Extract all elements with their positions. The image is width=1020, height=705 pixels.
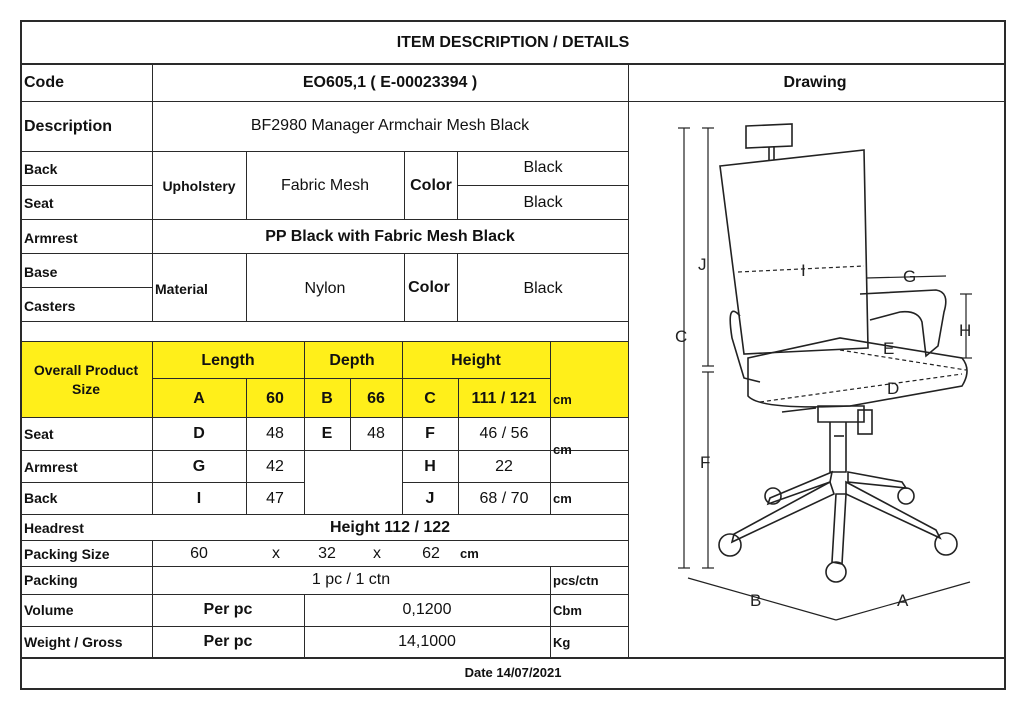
label-g: G <box>903 267 917 286</box>
dim-c-letter: C <box>424 390 436 407</box>
code-value: EO605,1 ( E-00023394 ) <box>302 74 478 91</box>
packing-size-label: Packing Size <box>24 546 110 562</box>
base-label: Base <box>24 264 58 280</box>
packing-length: 60 <box>190 545 208 562</box>
dim-d-letter: D <box>193 425 205 442</box>
dim-e-letter: E <box>321 425 333 442</box>
dim-i-value: 47 <box>266 490 284 507</box>
dim-a-letter: A <box>193 390 205 407</box>
length-header: Length <box>201 352 255 369</box>
dim-f-value: 46 / 56 <box>479 425 529 442</box>
packing-x2: x <box>373 545 381 562</box>
chair-drawing <box>640 110 995 630</box>
headrest-label: Headrest <box>24 520 84 536</box>
weight-unit: Kg <box>553 635 571 650</box>
sheet-title: ITEM DESCRIPTION / DETAILS <box>396 34 630 51</box>
back-color: Black <box>523 159 563 176</box>
backrest-shape <box>720 150 868 354</box>
volume-label: Volume <box>24 602 74 618</box>
headrest-value: Height 112 / 122 <box>329 519 451 536</box>
material-value: Nylon <box>304 280 346 297</box>
armrest-dims-label: Armrest <box>24 459 78 475</box>
packing-height: 62 <box>422 545 440 562</box>
volume-value: 0,1200 <box>402 601 452 618</box>
dim-f-letter: F <box>425 425 435 442</box>
label-e: E <box>883 339 895 358</box>
upholstery-color-label: Color <box>410 177 452 194</box>
overall-unit: cm <box>553 392 572 407</box>
description-label: Description <box>24 118 113 135</box>
seat-color: Black <box>523 194 563 211</box>
dim-j-letter: J <box>425 490 435 507</box>
armrest-label: Armrest <box>24 230 78 246</box>
dim-a-value: 60 <box>266 390 284 407</box>
dim-h-letter: H <box>424 458 436 475</box>
dim-g-value: 42 <box>266 458 284 475</box>
date: Date 14/07/2021 <box>464 665 562 680</box>
label-j: J <box>698 255 707 274</box>
back-label: Back <box>24 161 58 177</box>
weight-per: Per pc <box>203 633 253 650</box>
seat-dims-label: Seat <box>24 426 54 442</box>
dim-j-value: 68 / 70 <box>479 490 529 507</box>
packing-size-unit: cm <box>460 546 479 561</box>
label-d: D <box>887 379 900 398</box>
packing-width: 32 <box>318 545 336 562</box>
packing-x1: x <box>272 545 280 562</box>
material-label: Material <box>155 281 208 297</box>
dim-i-letter: I <box>196 490 202 507</box>
right-armrest <box>860 290 946 356</box>
code-label: Code <box>24 74 64 91</box>
dim-j-unit: cm <box>553 491 572 506</box>
description-value: BF2980 Manager Armchair Mesh Black <box>250 117 530 134</box>
volume-unit: Cbm <box>553 603 582 618</box>
armrest-value: PP Black with Fabric Mesh Black <box>265 228 515 245</box>
label-a: A <box>897 591 909 610</box>
overall-label-line2: Size <box>71 381 101 397</box>
left-armrest <box>730 311 760 382</box>
dim-c-value: 111 / 121 <box>471 390 537 407</box>
packing-unit: pcs/ctn <box>553 573 599 588</box>
overall-label-line1: Overall Product <box>33 362 139 378</box>
label-i: I <box>801 261 806 280</box>
headrest-shape <box>746 124 792 148</box>
drawing-header: Drawing <box>783 74 847 91</box>
dim-h-value: 22 <box>495 458 513 475</box>
label-f: F <box>700 453 711 472</box>
weight-value: 14,1000 <box>398 633 456 650</box>
dim-g-letter: G <box>192 458 206 475</box>
dim-d-value: 48 <box>266 425 284 442</box>
packing-label: Packing <box>24 572 78 588</box>
depth-header: Depth <box>329 352 375 369</box>
label-b: B <box>750 591 762 610</box>
volume-per: Per pc <box>203 601 253 618</box>
base-color-label: Color <box>408 279 450 296</box>
packing-value: 1 pc / 1 ctn <box>311 571 391 588</box>
dim-b-letter: B <box>321 390 333 407</box>
casters-label: Casters <box>24 298 76 314</box>
back-dims-label: Back <box>24 490 58 506</box>
upholstery-value: Fabric Mesh <box>280 177 370 194</box>
height-header: Height <box>451 352 501 369</box>
upholstery-label: Upholstery <box>162 178 236 194</box>
label-h: H <box>959 321 972 340</box>
dim-b-value: 66 <box>367 390 385 407</box>
base-color: Black <box>523 280 563 297</box>
seat-label: Seat <box>24 195 54 211</box>
dim-e-value: 48 <box>367 425 385 442</box>
weight-label: Weight / Gross <box>24 634 123 650</box>
dim-fh-unit: cm <box>553 442 572 457</box>
label-c: C <box>675 327 688 346</box>
